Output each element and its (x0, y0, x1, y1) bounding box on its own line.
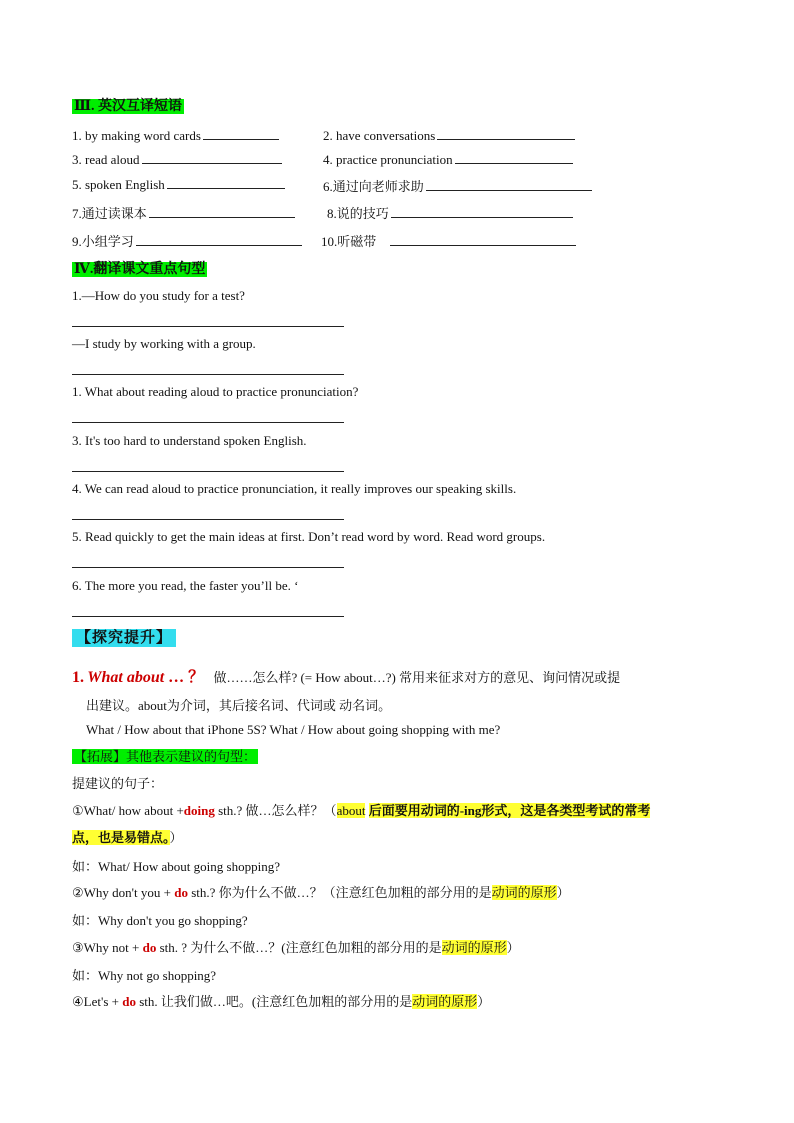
phrase-item-7: 7.通过读课本 (72, 203, 295, 222)
point-1-example: What / How about that iPhone 5S? What / How about going shopping with me? (86, 722, 501, 737)
phrase-item-9: 9.小组学习 (72, 231, 302, 250)
phrase-item-1: 1. by making word cards (72, 127, 279, 144)
answer-blank[interactable] (167, 176, 285, 189)
answer-line[interactable] (72, 567, 344, 568)
answer-line[interactable] (72, 519, 344, 520)
answer-line[interactable] (72, 374, 344, 375)
answer-line[interactable] (72, 471, 344, 472)
sentence-2: —I study by working with a group. (72, 336, 256, 351)
suggest-pattern-3: ③Why not + do sth. ? 为什么不做…？(注意红色加粗的部分用的是动词的原形） (72, 940, 520, 955)
phrase-item-6: 6.通过向老师求助 (323, 176, 592, 195)
suggest-pattern-1-cont: 点，也是易错点。） (72, 830, 183, 845)
sentence-6: 5. Read quickly to get the main ideas at first. Don’t read word by word. Read word groups. (72, 529, 546, 544)
answer-blank[interactable] (390, 233, 576, 246)
answer-blank[interactable] (142, 151, 282, 164)
phrase-item-8: 8.说的技巧 (327, 203, 573, 222)
example-1: 如：What/ How about going shopping? (72, 859, 280, 874)
phrase-item-3: 3. read aloud (72, 151, 282, 168)
answer-blank[interactable] (437, 127, 575, 140)
phrase-item-5: 5. spoken English (72, 176, 285, 193)
suggest-title: 提建议的句子： (72, 776, 164, 791)
answer-blank[interactable] (203, 127, 279, 140)
point-1-desc: 出建议。about为介词，其后接名词、代词或 动名词。 (86, 698, 392, 713)
answer-line[interactable] (72, 422, 344, 423)
phrase-item-10: 10.听磁带 (321, 231, 576, 250)
explore-heading: 【探究提升】 (72, 626, 176, 647)
answer-blank[interactable] (426, 178, 592, 191)
answer-blank[interactable] (455, 151, 573, 164)
answer-blank[interactable] (391, 205, 573, 218)
expand-heading: 【拓展】其他表示建议的句型： (74, 749, 257, 764)
sentence-3: 1. What about reading aloud to practice pronunciation? (72, 384, 359, 399)
section-3-heading: Ⅲ. 英汉互译短语 (74, 99, 183, 114)
answer-blank[interactable] (149, 205, 295, 218)
point-1-line: 1. What about … ？ 做……怎么样? (= How about…?) 常用来征求对方的意见、询问情况或提 (72, 669, 621, 686)
answer-blank[interactable] (136, 233, 302, 246)
example-2: 如：Why don't you go shopping? (72, 913, 248, 928)
suggest-pattern-2: ②Why don't you + do sth.? 你为什么不做…？（注意红色加粗的部分用的是动词的原形） (72, 885, 570, 900)
suggest-pattern-4: ④Let's + do sth. 让我们做…吧。(注意红色加粗的部分用的是动词的原形） (72, 994, 491, 1009)
sentence-7: 6. The more you read, the faster you’ll be. ‘ (72, 578, 299, 593)
answer-line[interactable] (72, 326, 344, 327)
answer-line[interactable] (72, 616, 344, 617)
phrase-item-2: 2. have conversations (323, 127, 575, 144)
phrase-item-4: 4. practice pronunciation (323, 151, 573, 168)
example-3: 如：Why not go shopping? (72, 968, 217, 983)
section-4-heading: Ⅳ.翻译课文重点句型 (74, 262, 206, 277)
suggest-pattern-1: ①What/ how about +doing sth.? 做…怎么样？（about 后面要用动词的-ing形式，这是各类型考试的常考 (72, 803, 651, 818)
sentence-5: 4. We can read aloud to practice pronunciation, it really improves our speaking skills. (72, 481, 517, 496)
sentence-4: 3. It's too hard to understand spoken English. (72, 433, 307, 448)
sentence-1: 1.—How do you study for a test? (72, 288, 245, 303)
